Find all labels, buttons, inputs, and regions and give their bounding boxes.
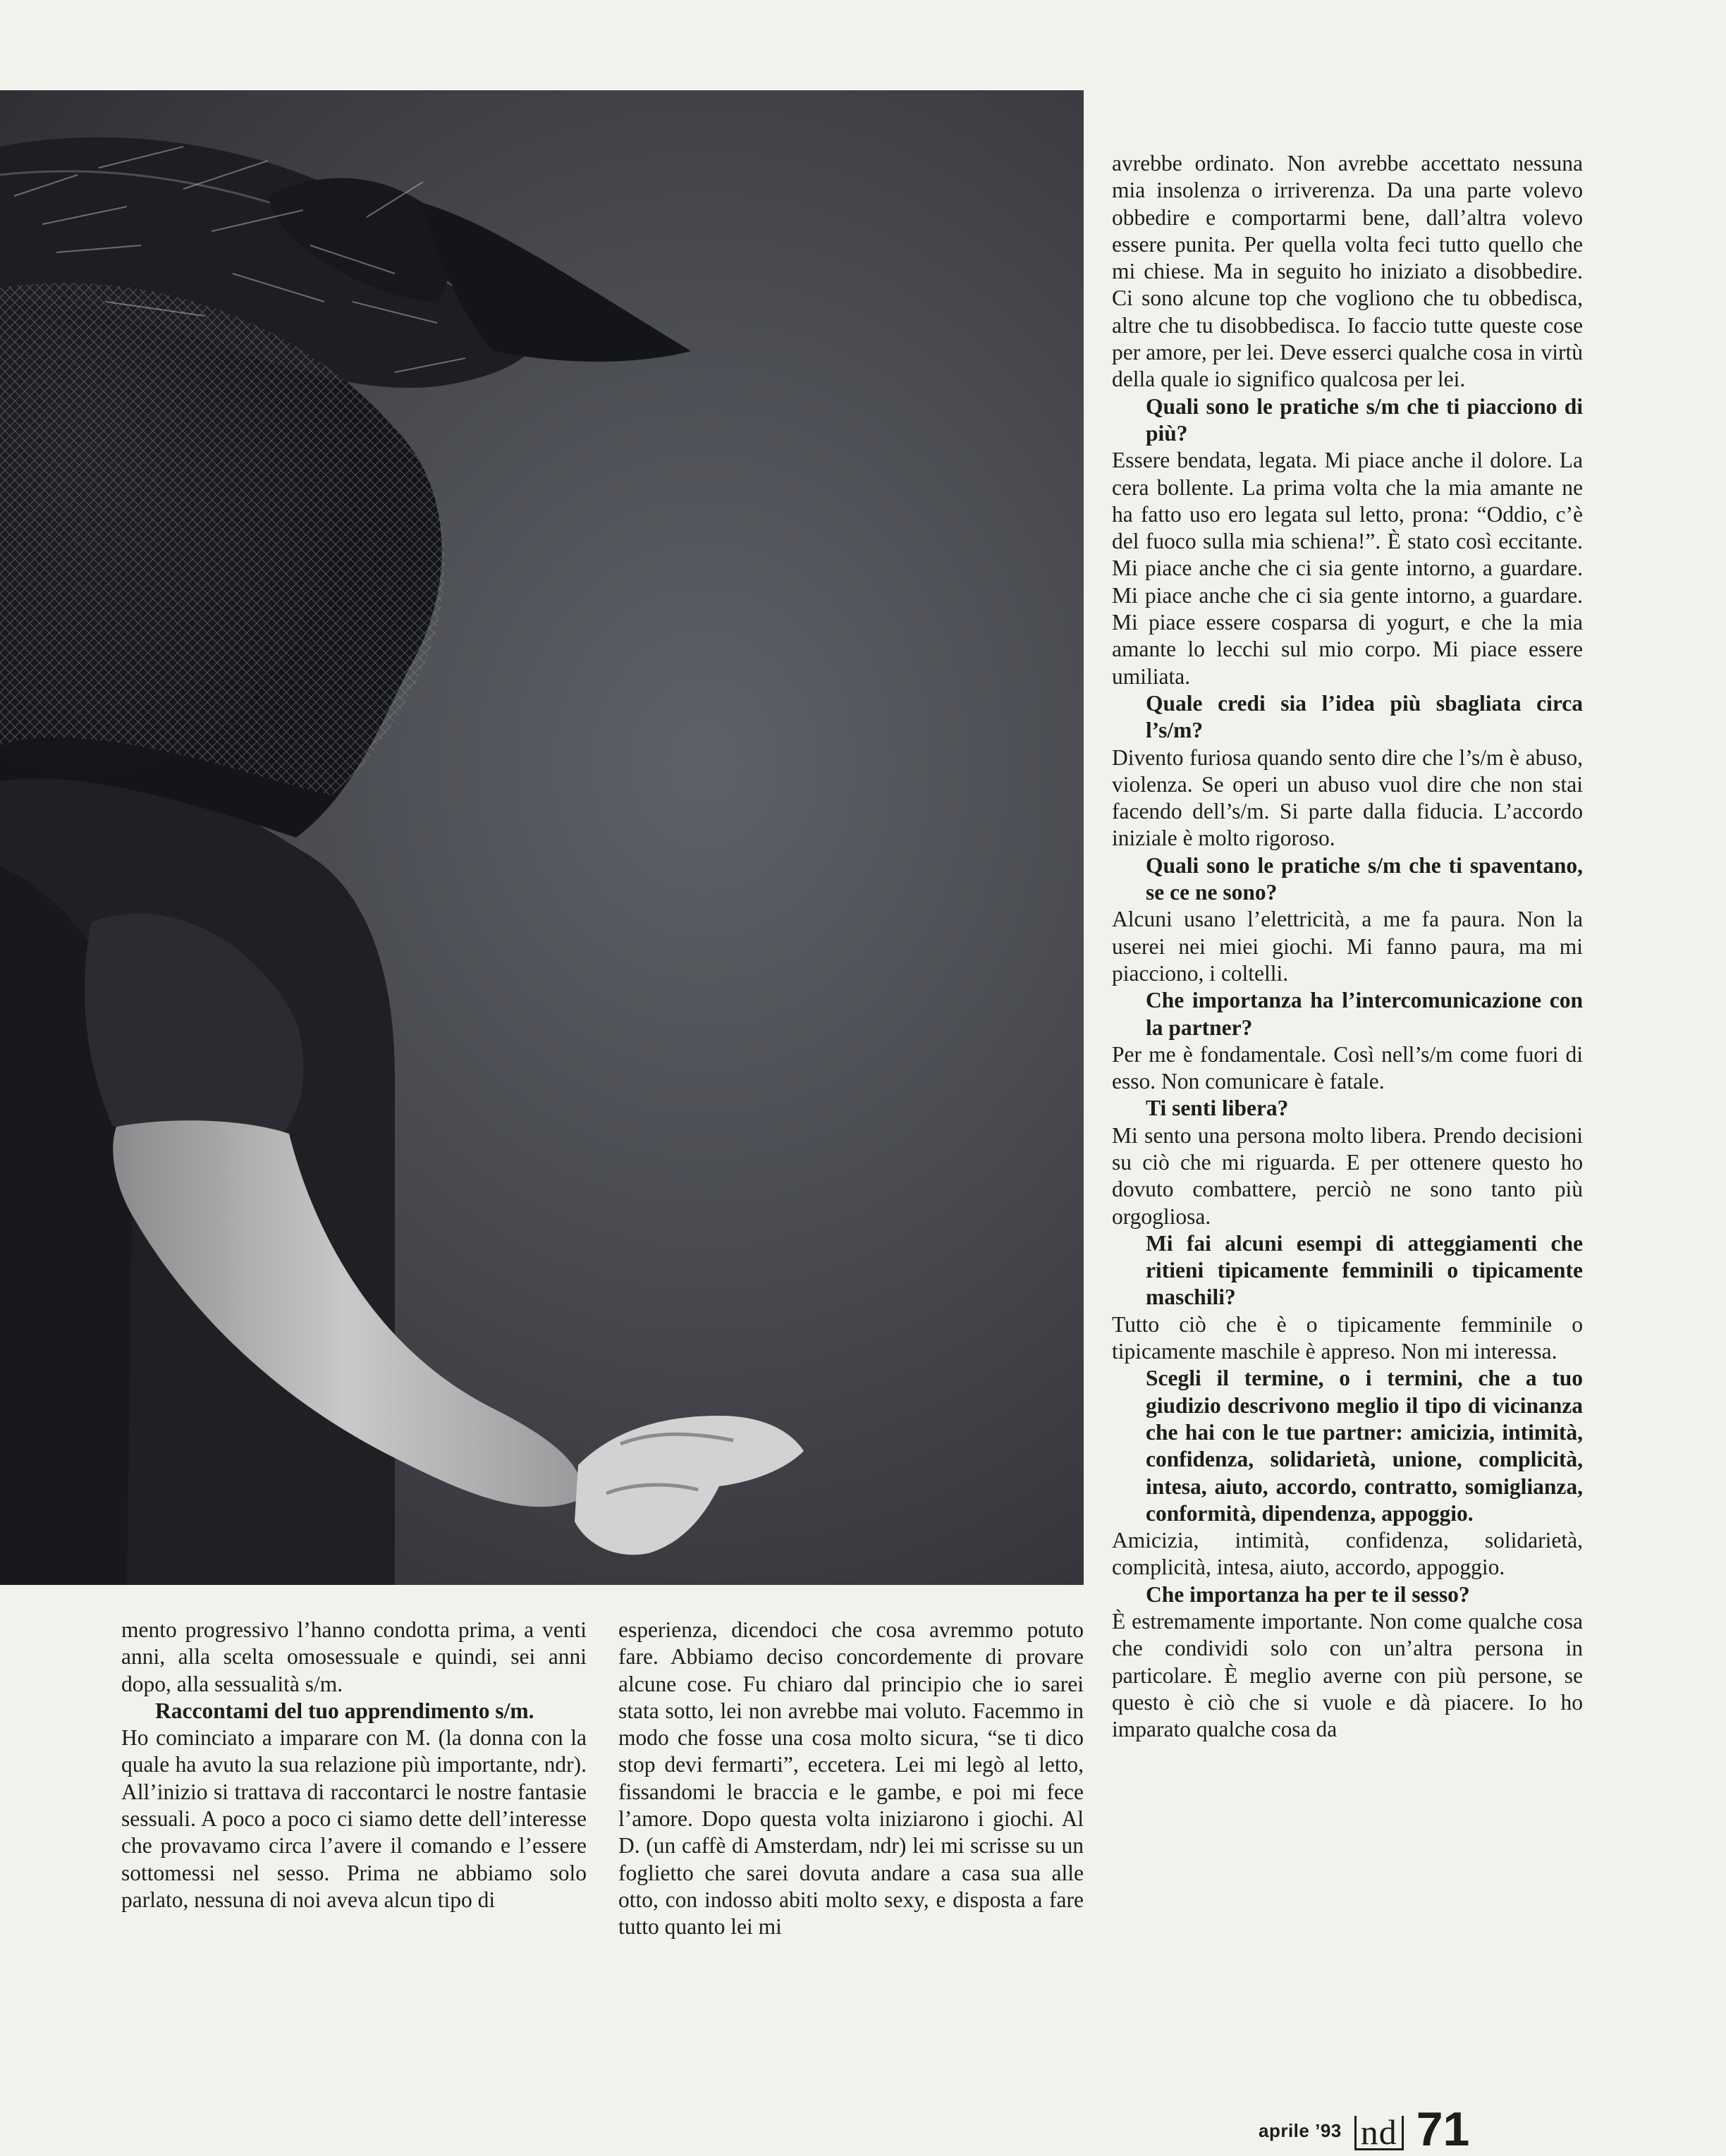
interview-question: Che importanza ha l’intercomunicazione con la partner? xyxy=(1146,988,1583,1040)
text-column-2 xyxy=(618,1617,1084,1941)
interview-question: Raccontami del tuo apprendimento s/m. xyxy=(155,1698,534,1723)
interview-question: Che importanza ha per te il sesso? xyxy=(1146,1581,1470,1607)
paragraph: È estremamente importante. Non come qualche cosa che condividi solo con un’altra persona in particolare. È meglio averne con più persone, se questo è ciò che si vuole e dà piacere. Io ho imparato qualche cosa da xyxy=(1112,1609,1583,1742)
page-footer xyxy=(1259,2101,1470,2156)
issue-date: aprile ’93 xyxy=(1259,2120,1342,2141)
text-column-1 xyxy=(121,1617,587,1913)
interview-question: Scegli il termine, o i termini, che a tuo giudizio descrivono meglio il tipo di vicinanza che hai con le tue partner: amicizia, intimità, confidenza, solidarietà, unione, complicità, intesa, aiuto, accordo, contratto, somiglianza, conformità, dipendenza, appoggio. xyxy=(1146,1366,1583,1526)
magazine-logo: nd xyxy=(1354,2116,1404,2150)
paragraph: Essere bendata, legata. Mi piace anche il dolore. La cera bollente. La prima volta che la mia amante ne ha fatto uso ero legata sul letto, prona: “Oddio, c’è del fuoco sulla mia schiena!”. È stato così eccitante. Mi piace anche che ci sia gente intorno, a guardare. Mi piace anche che ci sia gente intorno, a guardare. Mi piace essere cosparsa di yogurt, e che la mia amante lo lecchi sul mio corpo. Mi piace essere umiliata. xyxy=(1112,448,1583,689)
interview-question: Ti senti libera? xyxy=(1146,1096,1289,1121)
photo-woman-in-veiled-hat xyxy=(0,90,1084,1585)
paragraph: Per me è fondamentale. Così nell’s/m come fuori di esso. Non comunicare è fatale. xyxy=(1112,1041,1583,1094)
paragraph: Alcuni usano l’elettricità, a me fa paura. Non la userei nei miei giochi. Mi fanno paura, ma mi piacciono, i coltelli. xyxy=(1112,907,1583,986)
interview-question: Quali sono le pratiche s/m che ti spaventano, se ce ne sono? xyxy=(1146,852,1583,905)
photo-illustration xyxy=(0,90,1084,1585)
paragraph: Divento furiosa quando sento dire che l’s/m è abuso, violenza. Se operi un abuso vuol dire che non stai facendo dell’s/m. Si parte dalla fiducia. L’accordo iniziale è molto rigoroso. xyxy=(1112,745,1583,851)
paragraph: esperienza, dicendoci che cosa avremmo potuto fare. Abbiamo deciso concordemente di provare alcune cose. Fu chiaro dal principio che io sarei stata sotto, lei non avrebbe mai voluto. Facemmo in modo che fosse una cosa molto sicura, “se ti dico stop devi fermarti”, eccetera. Lei mi legò al letto, fissandomi le braccia e le gambe, e poi mi fece l’amore. Dopo questa volta iniziarono i giochi. Al D. (un caffè di Amsterdam, ndr) lei mi scrisse su un foglietto che sarei dovuta andare a casa sua alle otto, con indosso abiti molto sexy, e disposta a fare tutto quanto lei mi xyxy=(618,1617,1084,1940)
page-number: 71 xyxy=(1416,2102,1470,2156)
paragraph: Amicizia, intimità, confidenza, solidarietà, complicità, intesa, aiuto, accordo, appoggio. xyxy=(1112,1528,1583,1580)
interview-question: Mi fai alcuni esempi di atteggiamenti che ritieni tipicamente femminili o tipicamente maschili? xyxy=(1146,1230,1583,1310)
paragraph: Mi sento una persona molto libera. Prendo decisioni su ciò che mi riguarda. E per ottenere questo ho dovuto combattere, perciò ne sono tanto più orgogliosa. xyxy=(1112,1122,1583,1229)
interview-question: Quali sono le pratiche s/m che ti piacciono di più? xyxy=(1146,393,1583,446)
paragraph: avrebbe ordinato. Non avrebbe accettato nessuna mia insolenza o irriverenza. Da una parte volevo obbedire e comportarmi bene, dall’altra volevo essere punita. Per quella volta feci tutto quello che mi chiese. Ma in seguito ho iniziato a disobbedire. Ci sono alcune top che vogliono che tu obbedisca, altre che tu disobbedisca. Io faccio tutte queste cose per amore, per lei. Deve esserci qualche cosa in virtù della quale io significo qualcosa per lei. xyxy=(1112,151,1583,392)
paragraph: mento progressivo l’hanno condotta prima, a venti anni, alla scelta omosessuale e quindi, sei anni dopo, alla sessualità s/m. xyxy=(121,1617,587,1696)
text-column-3 xyxy=(1112,150,1583,1744)
paragraph: Ho cominciato a imparare con M. (la donna con la quale ha avuto la sua relazione più importante, ndr). All’inizio si trattava di raccontarci le nostre fantasie sessuali. A poco a poco ci siamo dette dell’interesse che provavamo circa l’avere il comando e l’essere sottomessi nel sesso. Prima ne abbiamo solo parlato, nessuna di noi aveva alcun tipo di xyxy=(121,1725,587,1912)
paragraph: Tutto ciò che è o tipicamente femminile o tipicamente maschile è appreso. Non mi interessa. xyxy=(1112,1311,1583,1364)
interview-question: Quale credi sia l’idea più sbagliata circa l’s/m? xyxy=(1146,690,1583,743)
